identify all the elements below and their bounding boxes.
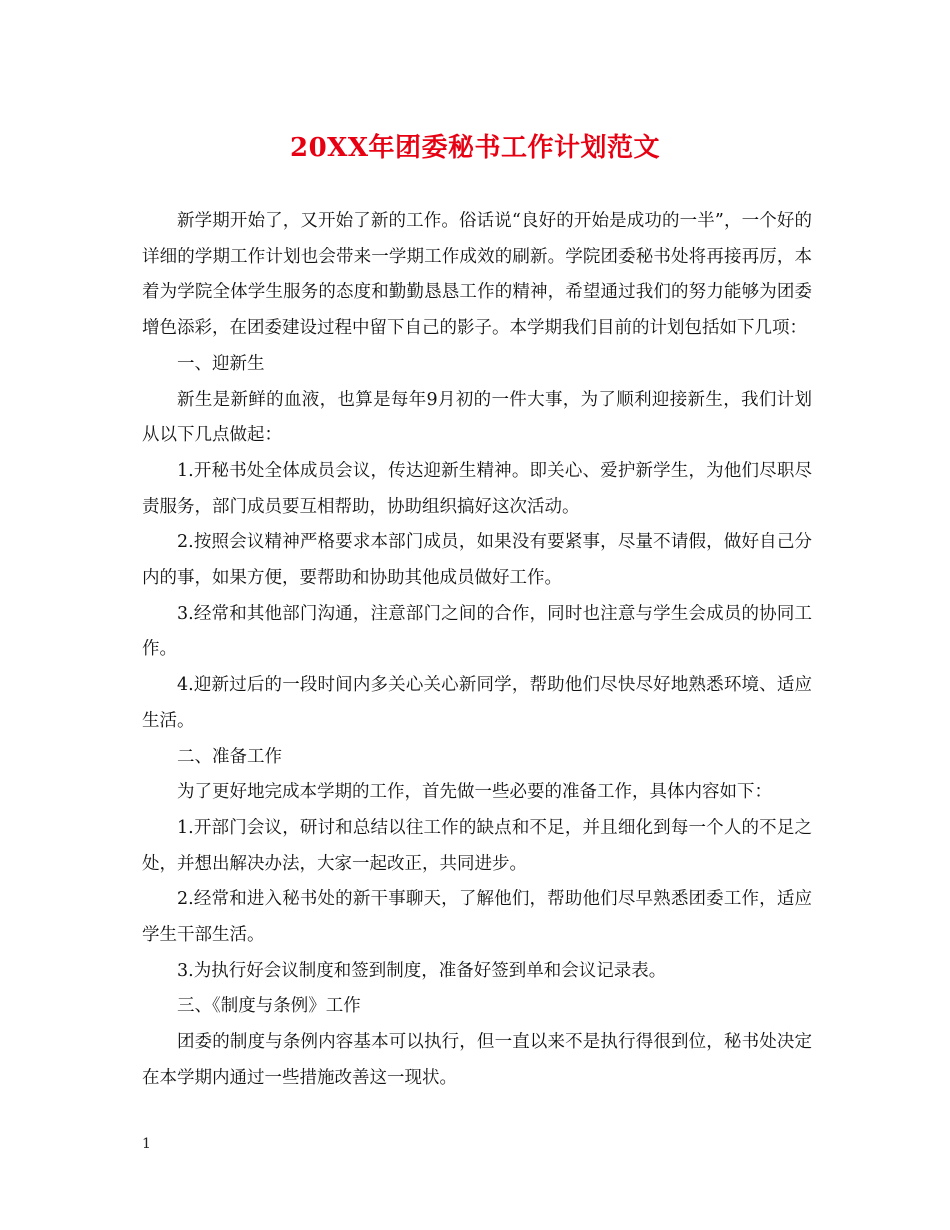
list-item: 2.经常和进入秘书处的新干事聊天，了解他们，帮助他们尽早熟悉团委工作，适应学生干部生活。 <box>142 889 812 946</box>
list-item: 3.为执行好会议制度和签到制度，准备好签到单和会议记录表。 <box>177 960 667 981</box>
section-heading-2: 二、准备工作 <box>177 746 282 767</box>
document-title: 20XX年团委秘书工作计划范文 <box>289 133 661 163</box>
list-item: 3.经常和其他部门沟通，注意部门之间的合作，同时也注意与学生会成员的协同工作。 <box>142 603 812 660</box>
list-item: 2.按照会议精神严格要求本部门成员，如果没有要紧事，尽量不请假，做好自己分内的事，如果方便，要帮助和协助其他成员做好工作。 <box>142 532 812 589</box>
document-body <box>142 204 812 1097</box>
section-heading-1: 一、迎新生 <box>177 353 265 374</box>
list-item: 1.开部门会议，研讨和总结以往工作的缺点和不足，并且细化到每一个人的不足之处，并想出解决办法，大家一起改正，共同进步。 <box>142 817 812 874</box>
paragraph-intro: 新学期开始了，又开始了新的工作。俗话说“良好的开始是成功的一半”，一个好的详细的学期工作计划也会带来一学期工作成效的刷新。学院团委秘书处将再接再厉，本着为学院全体学生服务的态度和勤勤恳恳工作的精神，希望通过我们的努力能够为团委增色添彩，在团委建设过程中留下自己的影子。本学期我们目前的计划包括如下几项： <box>142 211 812 339</box>
paragraph: 为了更好地完成本学期的工作，首先做一些必要的准备工作，具体内容如下： <box>177 782 772 803</box>
list-item: 1.开秘书处全体成员会议，传达迎新生精神。即关心、爱护新学生，为他们尽职尽责服务，部门成员要互相帮助，协助组织搞好这次活动。 <box>142 460 812 517</box>
paragraph: 新生是新鲜的血液，也算是每年9月初的一件大事，为了顺利迎接新生，我们计划从以下几点做起： <box>142 389 812 446</box>
paragraph: 团委的制度与条例内容基本可以执行，但一直以来不是执行得很到位，秘书处决定在本学期内通过一些措施改善这一现状。 <box>142 1032 812 1088</box>
section-heading-3: 三、《制度与条例》工作 <box>177 996 361 1017</box>
list-item: 4.迎新过后的一段时间内多关心关心新同学，帮助他们尽快尽好地熟悉环境、适应生活。 <box>142 675 812 731</box>
page-number: 1 <box>142 1136 151 1152</box>
